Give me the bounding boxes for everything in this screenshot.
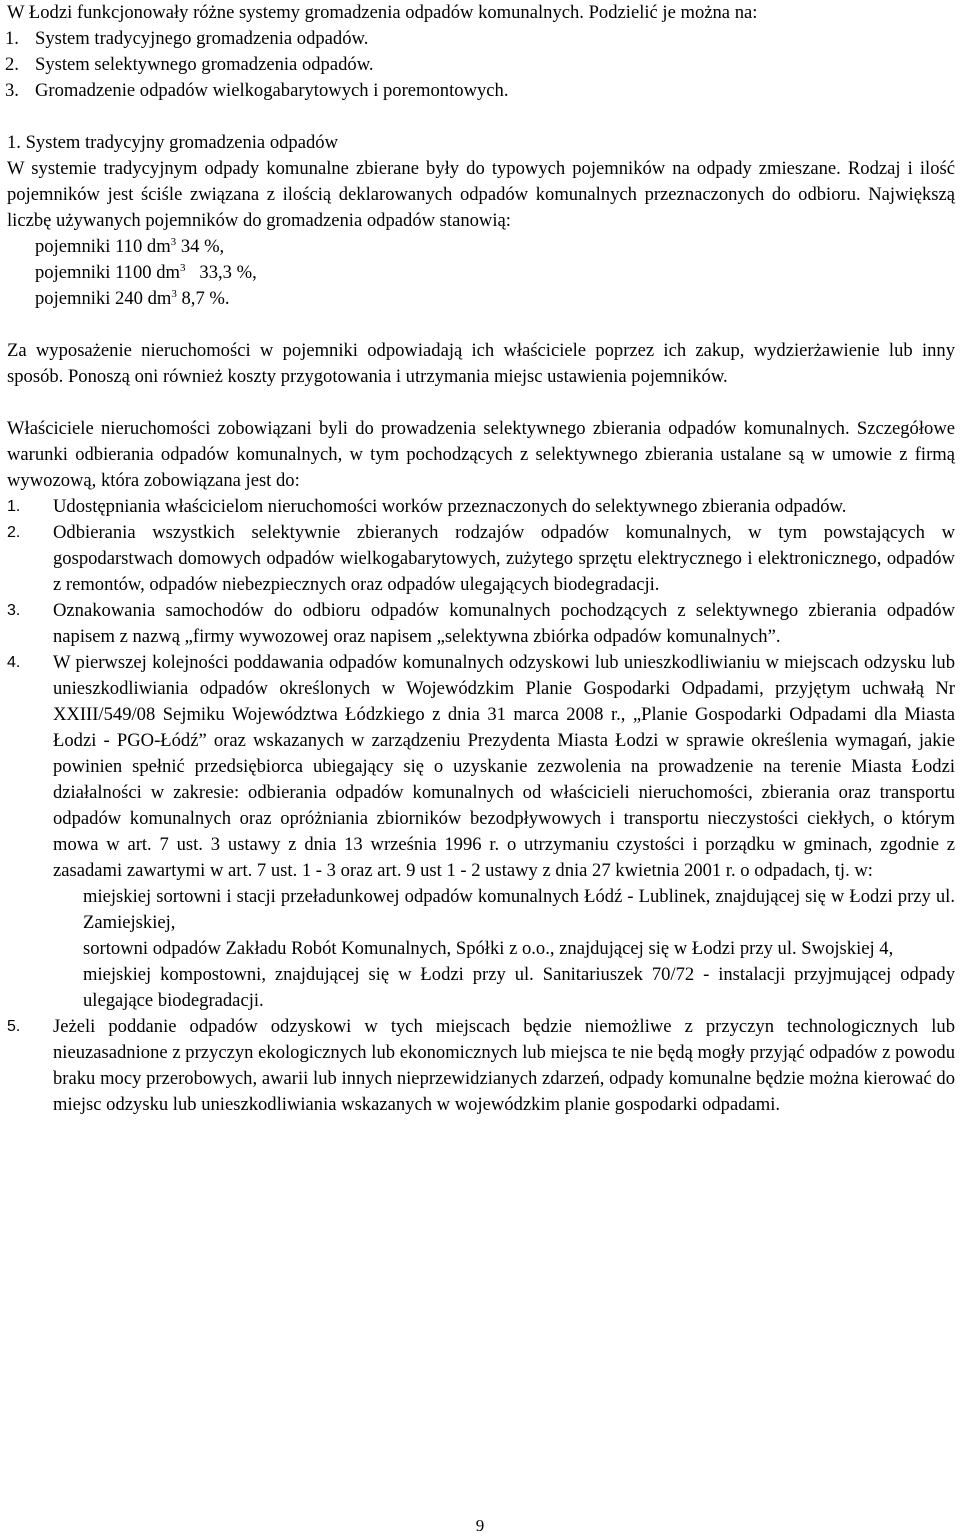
page-number: 9 (475, 1516, 485, 1535)
owners-paragraph: Właściciele nieruchomości zobowiązani byli do prowadzenia selektywnego zbierania odpadów komunalnych. Szczegółowe warunki odbierania odpadów komunalnych, w tym pochodzących z selektywnego zbierania ustalane są w umowie z firmą wywozową, która zobowiązana jest do: (7, 418, 955, 491)
spacer (7, 312, 955, 338)
list-item: 4. W pierwszej kolejności poddawania odpadów komunalnych odzyskowi lub unieszkodliwianiu w miejscach odzysku lub unieszkodliwiania odpadów określonych w Wojewódzkim Planie Gospodarki Odpadami, przyjętym uchwałą Nr XXIII/549/08 Sejmiku Województwa Łódzkiego z dnia 31 marca 2008 r., „Planie Gospodarki Odpadami dla Miasta Łodzi - PGO-Łódź” oraz wskazanych w zarządzeniu Prezydenta Miasta Łodzi w sprawie określenia wymagań, jakie powinien spełnić przedsiębiorca ubiegający się o uzyskanie zezwolenia na prowadzenie na terenie Miasta Łodzi działalności w zakresie: odbierania odpadów komunalnych od właścicieli nieruchomości, zbierania oraz transportu odpadów komunalnych oraz opróżniania zbiorników bezodpływowych i transportu nieczystości ciekłych, o którym mowa w art. 7 ust. 3 ustawy z dnia 13 września 1996 r. o utrzymaniu czystości i porządku w gminach, zgodnie z zasadami zawartymi w art. 7 ust. 1 - 3 oraz art. 9 ust 1 - 2 ustawy z dnia 27 kwietnia 2001 r. o odpadach, tj. w: miejskiej sortowni i stacji przeładunkowej odpadów komunalnych Łódź - Lublinek, znajdującej się w Łodzi przy ul. Zamiejskiej, sortowni odpadów Zakładu Robót Komunalnych, Spółki z o.o., znajdującej się w Łodzi przy ul. Swojskiej 4, miejskiej kompostowni, znajdującej się w Łodzi przy ul. Sanitariuszek 70/72 - instalacji przyjmującej odpady ulegające biodegradacji. (7, 650, 955, 1014)
list-item: pojemniki 1100 $dm^3$ 33,3 %, (35, 262, 257, 283)
list-item: pojemniki 240 $dm^3$ 8,7 %. (35, 288, 230, 309)
list-item: 2. System selektywnego gromadzenia odpadów. (5, 54, 374, 75)
list-item: pojemniki 110 $dm^3$ 34 %, (35, 236, 225, 257)
equipment-paragraph: Za wyposażenie nieruchomości w pojemniki odpowiadają ich właściciele poprzez ich zakup, wydzierżawienie lub inny sposób. Ponoszą oni również koszty przygotowania i utrzymania miejsc ustawienia pojemników. (7, 340, 955, 387)
list-item: 3. Gromadzenie odpadów wielkogabarytowych i poremontowych. (5, 80, 509, 101)
systems-list (7, 26, 955, 104)
intro-paragraph: W Łodzi funkcjonowały różne systemy gromadzenia odpadów komunalnych. Podzielić je można na: (7, 2, 758, 23)
section-paragraph: W systemie tradycyjnym odpady komunalne zbierane były do typowych pojemników na odpady zmieszane. Rodzaj i ilość pojemników jest ściśle związana z ilością deklarowanych odpadów komunalnych przeznaczonych do odbioru. Największą liczbę używanych pojemników do gromadzenia odpadów stanowią: (7, 158, 955, 231)
list-item: miejskiej sortowni i stacji przeładunkowej odpadów komunalnych Łódź - Lublinek, znajdującej się w Łodzi przy ul. Zamiejskiej, (83, 886, 955, 933)
container-share-list (7, 234, 955, 312)
list-item: 2. Odbierania wszystkich selektywnie zbieranych rodzajów odpadów komunalnych, w tym powstających w gospodarstwach domowych odpadów wielkogabarytowych, zużytego sprzętu elektrycznego i elektronicznego, odpadów z remontów, odpadów niebezpiecznych oraz odpadów ulegających biodegradacji. (7, 522, 955, 595)
document-body (7, 0, 955, 1118)
list-item: 1. System tradycyjnego gromadzenia odpadów. (5, 28, 369, 49)
spacer (7, 104, 955, 130)
list-item: 1. Udostępniania właścicielom nieruchomości worków przeznaczonych do selektywnego zbierania odpadów. (7, 496, 847, 517)
list-item: 5. Jeżeli poddanie odpadów odzyskowi w tych miejscach będzie niemożliwe z przyczyn technologicznych lub nieuzasadnione z przyczyn ekologicznych lub ekonomicznych lub miejsca te nie będą mogły przyjąć odpadów z powodu braku mocy przerobowych, awarii lub innych nieprzewidzianych zdarzeń, odpady komunalne będzie można kierować do miejsc odzysku lub unieszkodliwiania wskazanych w wojewódzkim planie gospodarki odpadami. (7, 1016, 955, 1115)
list-item: miejskiej kompostowni, znajdującej się w Łodzi przy ul. Sanitariuszek 70/72 - instalacji przyjmującej odpady ulegające biodegradacji. (83, 964, 955, 1011)
list-item: 3. Oznakowania samochodów do odbioru odpadów komunalnych pochodzących z selektywnego zbierania odpadów napisem z nazwą „firmy wywozowej oraz napisem „selektywna zbiórka odpadów komunalnych”. (7, 600, 955, 647)
section-heading: 1. System tradycyjny gromadzenia odpadów (7, 132, 338, 153)
obligations-list (7, 494, 955, 1118)
list-item: sortowni odpadów Zakładu Robót Komunalnych, Spółki z o.o., znajdującej się w Łodzi przy ul. Swojskiej 4, (83, 938, 894, 959)
facilities-list (53, 884, 955, 1014)
spacer (7, 390, 955, 416)
